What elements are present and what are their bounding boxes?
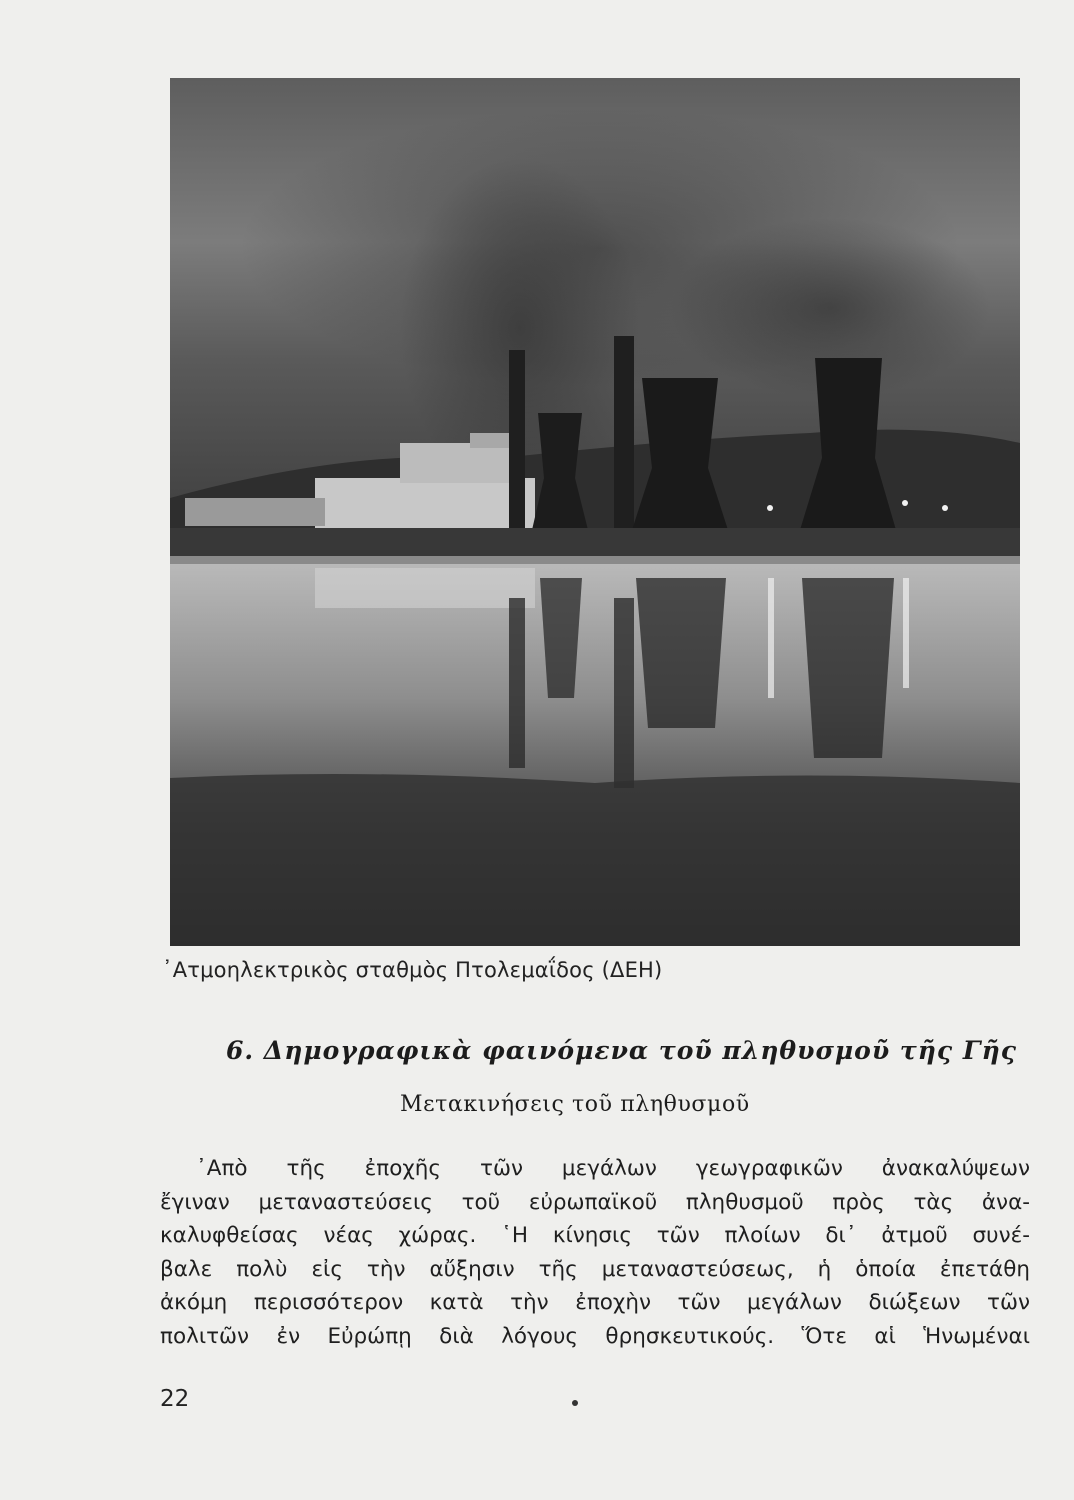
text-line: πολιτῶν ἐν Εὐρώπῃ διὰ λόγους θρησκευτικούς. Ὅτε αἱ Ἡνωμέναι <box>160 1323 1030 1349</box>
body-paragraph <box>160 1152 1030 1353</box>
ink-speck <box>572 1400 578 1406</box>
power-station-photo <box>170 78 1020 946</box>
section-title: 6. Δημογραφικὰ φαινόμενα τοῦ πληθυσμοῦ τῆς Γῆς <box>226 1036 1017 1065</box>
power-station-image <box>170 78 1020 946</box>
text-line: ἔγιναν μεταναστεύσεις τοῦ εὐρωπαϊκοῦ πληθυσμοῦ πρὸς τὰς ἀνα- <box>160 1189 1030 1215</box>
text-line: ἀκόμη περισσότερον κατὰ τὴν ἐποχὴν τῶν μεγάλων διώξεων τῶν <box>160 1290 1030 1315</box>
page-number: 22 <box>160 1386 190 1412</box>
text-line: καλυφθείσας νέας χώρας. ῾Η κίνησις τῶν πλοίων δι᾽ ἀτμοῦ συνέ- <box>160 1223 1030 1248</box>
text-line: ᾽Απὸ τῆς ἐποχῆς τῶν μεγάλων γεωγραφικῶν ἀνακαλύψεων <box>196 1156 1030 1181</box>
text-line: βαλε πολὺ εἰς τὴν αὔξησιν τῆς μεταναστεύσεως, ἡ ὁποία ἐπετάθη <box>160 1256 1030 1282</box>
figure-caption: ᾽Ατμοηλεκτρικὸς σταθμὸς Πτολεμαΐδος (ΔΕΗ) <box>162 958 663 982</box>
subsection-title: Μετακινήσεις τοῦ πληθυσμοῦ <box>400 1092 750 1117</box>
